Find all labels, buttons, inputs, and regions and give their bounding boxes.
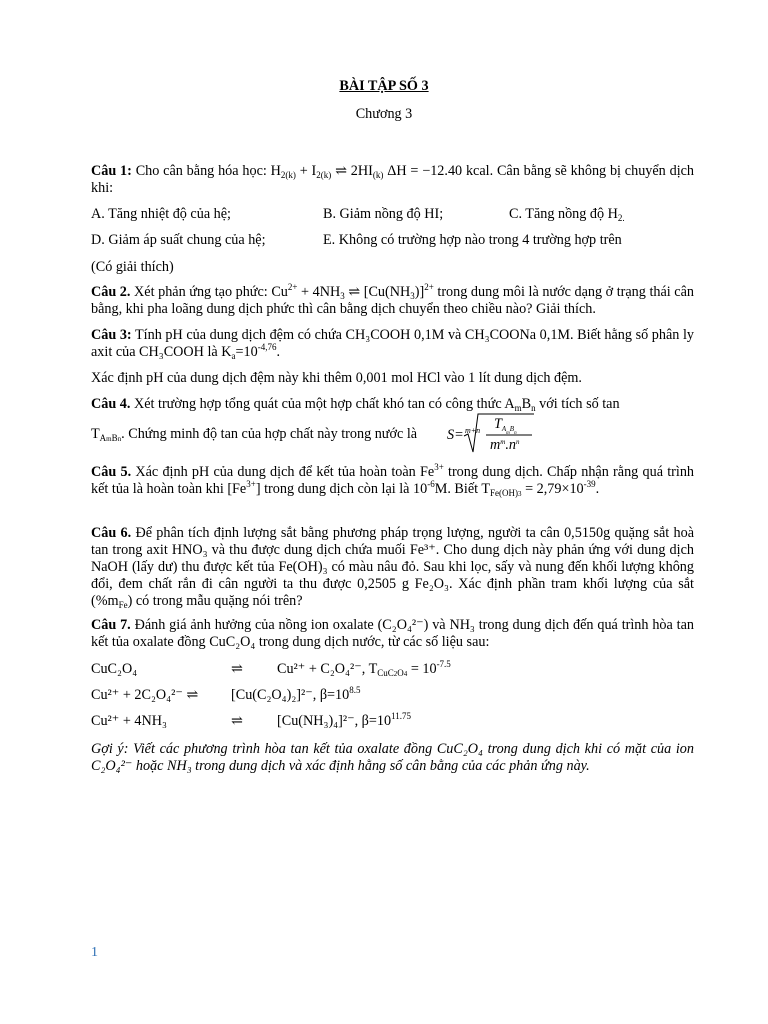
chapter-subtitle: Chương 3 — [355, 106, 413, 122]
reaction-3-right: [Cu(NH₃)₄]²⁻, $\beta=10^{11.75}$ — [277, 711, 412, 729]
hint-text: Gợi ý: Viết các phương trình hòa tan kết tủa oxalate đồng CuC₂O₄ trong dung dịch khi có mặt của ion C₂O₄²⁻ hoặc NH₃ trong dung dịch và xác định hằng số cân bằng của các phản ứng này. — [91, 741, 694, 774]
reaction-3-left: Cu²⁺ + 4NH₃ — [91, 713, 167, 729]
option-c: C. Tăng nồng độ $H_{2.}$ — [509, 206, 625, 223]
option-d: D. Giảm áp suất chung của hệ; — [91, 232, 266, 248]
reaction-1-left: CuC₂O₄ — [91, 661, 138, 677]
question-6: Câu 6. Để phân tích định lượng sắt bằng phương pháp trọng lượng, người ta cân 0,5150g quặng sắt hoà tan trong axit HNO₃ và thu được dung dịch chứa muối Fe³⁺. Cho dung dịch này phản ứng với dung dịch NaOH (lấy dư) thu được kết tủa Fe(OH)₃ có màu nâu đỏ. Sau khi lọc, sấy và nung đến khối lượng không đổi, đem chất rắn đi cân người ta thu được 0,2505 g Fe₂O₃. Xác định phần tram khối lượng của sắt $(\%m_{Fe})$ có trong mẫu quặng nói trên? — [91, 525, 695, 610]
question-4: Câu 4. Xét trường hợp tổng quát của một hợp chất khó tan có công thức $A_mB_n$ với tích số tan — [91, 396, 620, 413]
reaction-2-left: Cu²⁺ + 2C₂O₄²⁻ ⇌ — [91, 687, 199, 703]
reaction-3-arrow: ⇌ — [231, 713, 243, 729]
question-1: Câu 1: Cho cân bằng hóa học: $H_{2(k)} + I_{2(k)}$ ⇌ $2HI_{(k)}$ ΔH = −12.40 kcal. Cân bằng sẽ không bị chuyển dịch khi: — [91, 163, 695, 196]
question-3: Câu 3: Tính pH của dung dịch đệm có chứa CH₃COOH 0,1M và CH₃COONa 0,1M. Biết hằng số phân ly axit của CH₃COOH là $K_a=10^{-4,76}$. — [91, 327, 694, 361]
question-2: Câu 2. Xét phản ứng tạo phức: $Cu^{2+} + 4NH_3$ ⇌ $[Cu(NH_3)]^{2+}$ trong dung môi là nước dạng ở trạng thái cân bằng, khi pha loãng dung dịch phức thì cân bằng dịch chuyển theo chiều nào? Giải thích. — [91, 282, 694, 317]
page-title: BÀI TẬP SỐ 3 — [339, 78, 429, 94]
option-a: A. Tăng nhiệt độ của hệ; — [91, 206, 231, 222]
page-number: 1 — [91, 945, 98, 960]
reaction-1-arrow: ⇌ — [231, 661, 243, 677]
q1-note: (Có giải thích) — [91, 259, 174, 275]
question-4-line2: $T_{AmBn}$. Chứng minh độ tan của hợp chất này trong nước là — [91, 426, 418, 443]
reaction-2-right: [Cu(C₂O₄)₂]²⁻, $\beta=10^{8.5}$ — [231, 685, 361, 703]
option-b: B. Giảm nồng độ HI; — [323, 206, 444, 222]
reaction-1-right: Cu²⁺ + C₂O₄²⁻, $T_{CuC2O4} = 10^{-7.5}$ — [277, 659, 451, 678]
option-e: E. Không có trường hợp nào trong 4 trường hợp trên — [323, 232, 622, 248]
question-7: Câu 7. Đánh giá ảnh hưởng của nồng ion oxalate (C₂O₄²⁻) và NH₃ trong dung dịch đến quá trình hòa tan kết tủa oxalate đồng CuC₂O₄ trong dung dịch nước, từ các số liệu sau: — [91, 617, 695, 650]
question-5: Câu 5. Xác định pH của dung dịch để kết tủa hoàn toàn $Fe^{3+}$ trong dung dịch. Chấp nhận rằng quá trình kết tủa là hoàn toàn khi $[Fe^{3+}]$ trong dung dịch còn lại là $10^{-6}M$. Biết $T_{Fe(OH)3} = 2,79\times 10^{-39}$. — [91, 462, 695, 498]
solubility-formula: S= m+n $T_{A_mB_n}$ $m^m.n^n$ — [446, 410, 536, 456]
question-3-part2: Xác định pH của dung dịch đệm này khi thêm 0,001 mol HCl vào 1 lít dung dịch đệm. — [91, 370, 582, 386]
